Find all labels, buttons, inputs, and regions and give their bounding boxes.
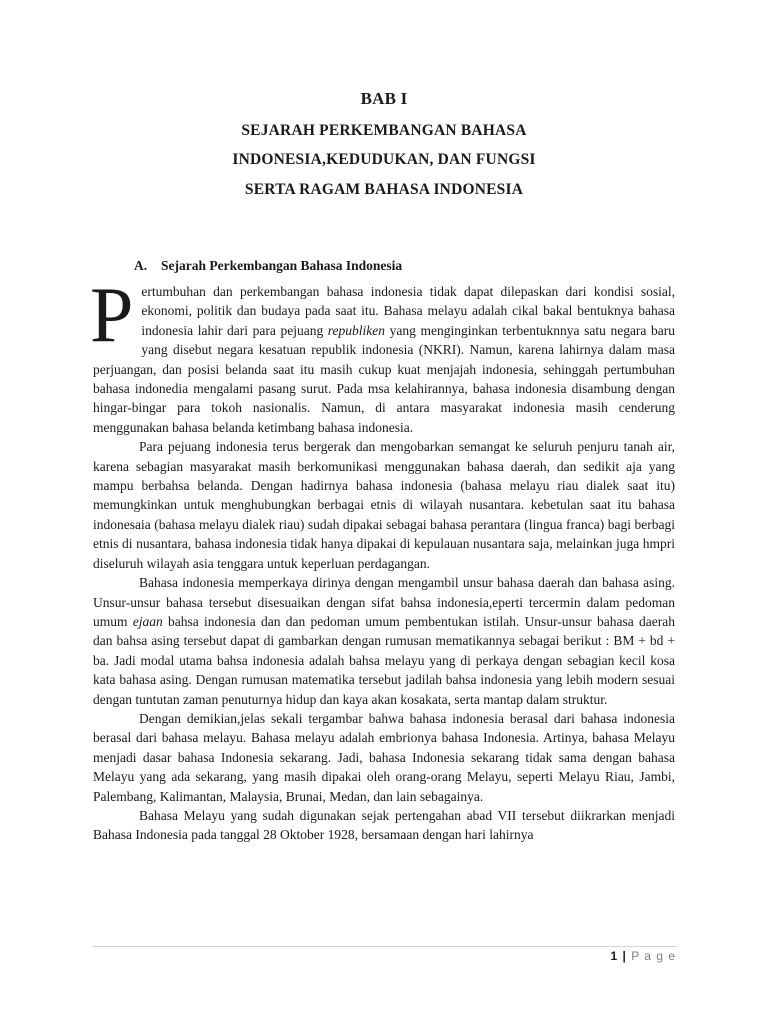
paragraph-3: [93, 573, 675, 709]
paragraph-1-text-b: yang menginginkan terbentuknnya satu negara baru yang disebut negara kesatuan republik indonesia (NKRI). Namun, karena lahirnya dalam masa perjuangan, dan posisi belanda saat itu masih cukup kuat menjajah indonesia, sehinggah pertumbuhan bahasa indonedia mengalami pasang surut. Pada msa kelahirannya, bahasa indonesia disambung dengan hingar-bingar para tokoh nasionalis. Namun, di antara masyarakat indonesia masih cenderung menggunakan bahasa belanda ketimbang bahasa indonesia.: [93, 322, 675, 435]
paragraph-1-emphasis: republiken: [327, 322, 386, 338]
chapter-heading: BAB I: [360, 89, 408, 108]
drop-cap: P: [90, 271, 134, 358]
paragraph-5: Bahasa Melayu yang sudah digunakan sejak pertengahan abad VII tersebut diikrarkan menjadi Bahasa Indonesia pada tanggal 28 Oktober 1928, bersamaan dengan hari lahirnya: [93, 807, 675, 843]
chapter-title-line-2: INDONESIA,KEDUDUKAN, DAN FUNGSI: [232, 151, 536, 168]
paragraph-4: Dengan demikian,jelas sekali tergambar bahwa bahasa indonesia berasal dari bahasa indonesia berasal dari bahasa melayu. Bahasa melayu adalah embrionya bahasa Indonesia. Artinya, bahasa Melayu menjadi dasar bahasa Indonesia sekarang. Jadi, bahasa Indonesia sekarang tidak sama dengan bahasa Melayu yang ada sekarang, yang masih dipakai oleh orang-orang Melayu, seperti Melayu Riau, Jambi, Palembang, Kalimantan, Malaysia, Brunai, Medan, dan lain sebagainya.: [93, 710, 675, 804]
paragraph-3-text-b: bahsa indonesia dan dan pedoman umum pembentukan istilah. Unsur-unsur bahasa daerah dan bahsa asing tersebut dapat di gambarkan dengan rumusan mematikannya sebagai berikut : BM + bd + ba. Jadi modal utama bahsa indonesia adalah bahsa melayu yang di perkaya dengan sebagian kecil kosa kata bahasa asing. Dengan rumusan matematika tersebut jadilah bahsa indonesia yang lebih modern sesuai dengan tuntutan zaman penuturnya hidup dan kaya akan kosakata, serta mantap dalam struktur.: [93, 613, 675, 707]
section-number: A.: [134, 258, 148, 273]
paragraph-1: [90, 271, 675, 437]
paragraph-3-emphasis: ejaan: [132, 613, 163, 629]
section-title: Sejarah Perkembangan Bahasa Indonesia: [161, 258, 403, 273]
chapter-title-line-3: SERTA RAGAM BAHASA INDONESIA: [244, 181, 524, 198]
footer-divider: [93, 946, 677, 947]
section-heading: [134, 258, 402, 274]
page-number: 1: [610, 949, 619, 963]
paragraph-2: Para pejuang indonesia terus bergerak dan mengobarkan semangat ke seluruh penjuru tanah air, karena sebagian masyarakat masih berkomunikasi menggunakan bahasa daerah, dan sedikit aja yang mampu berbahsa belanda. Dengan hadirnya bahasa indonesia (bahasa melayu riau dialek saat itu) memungkinkan untuk menghubungkan berbagai etnis di wilayah nusantara. kebetulan saat itu bahasa indonesaia (bahasa melayu dialek riau) sudah dipakai sebagai bahasa perantara (lingua franca) bagi berbagi etnis di nusantara, bahasa indonesia tidak hanya dipakai di kepulauan nusantara saja, melainkan juga hmpri diseluruh wilayah asia tenggara untuk keperluan perdagangan.: [93, 439, 675, 571]
chapter-title-line-1: SEJARAH PERKEMBANGAN BAHASA: [241, 122, 527, 139]
page-footer: [610, 949, 676, 963]
footer-separator: |: [622, 949, 627, 963]
paragraph-3-text-a: Bahasa indonesia memperkaya dirinya dengan mengambil unsur bahasa daerah dan bahasa asing. Unsur-unsur bahasa tersebut disesuaikan dengan sifat bahsa indonesia,eperti tercermin dalam pedoman umum: [93, 575, 675, 629]
paragraph-1-text-a: ertumbuhan dan perkembangan bahasa indonesia tidak dapat dilepaskan dari kondisi sosial, ekonomi, politik dan budaya pada saat itu. Bahasa melayu adalah cikal bakal bentuknya bahasa indonesia lahir dari para pejuang: [141, 284, 675, 338]
body-text: [90, 271, 675, 845]
page-label: P a g e: [631, 949, 676, 963]
